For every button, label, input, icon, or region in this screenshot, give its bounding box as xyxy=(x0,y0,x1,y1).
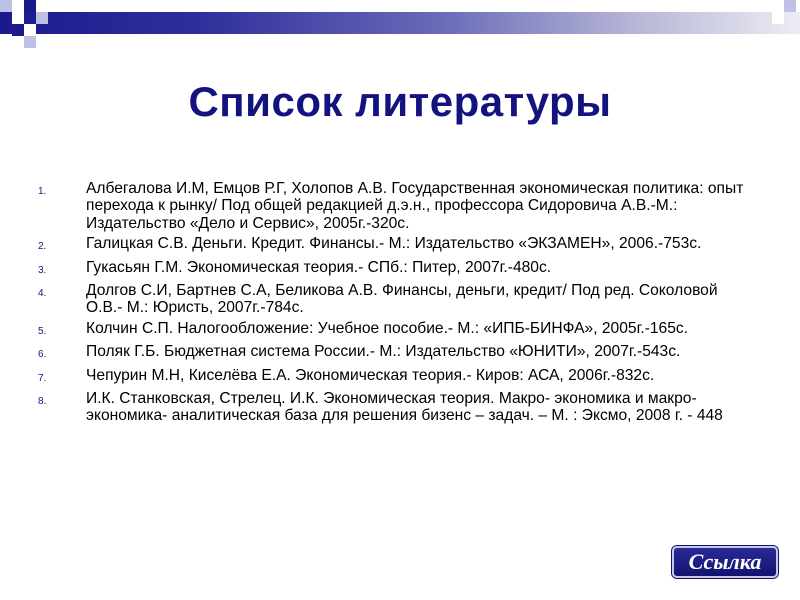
decor-square xyxy=(772,12,784,24)
reference-text: Галицкая С.В. Деньги. Кредит. Финансы.- М.: Издательство «ЭКЗАМЕН», 2006.-753с. xyxy=(86,235,702,253)
decor-square xyxy=(24,24,36,36)
decor-square xyxy=(0,0,12,12)
header-band xyxy=(0,12,800,34)
reference-text: Долгов С.И, Бартнев С.А, Беликова А.В. Финансы, деньги, кредит/ Под ред. Соколовой О.В.- М.: Юристь, 2007г.-784с. xyxy=(86,282,718,317)
item-number: 1. xyxy=(38,186,47,197)
reference-text: Гукасьян Г.М. Экономическая теория.- СПб.: Питер, 2007г.-480с. xyxy=(86,258,552,276)
list-item xyxy=(38,367,748,387)
item-number: 3. xyxy=(38,264,47,276)
item-number: 6. xyxy=(38,349,47,361)
list-item xyxy=(38,390,748,425)
item-number: 8. xyxy=(38,396,47,408)
reference-text: Чепурин М.Н, Киселёва Е.А. Экономическая теория.- Киров: АСА, 2006г.-832с. xyxy=(86,366,655,384)
page-title: Список литературы xyxy=(188,78,612,125)
reference-list xyxy=(38,180,748,428)
decor-square xyxy=(36,0,48,12)
reference-text: Колчин С.П. Налогообложение: Учебное пособие.- М.: «ИПБ-БИНФА», 2005г.-165с. xyxy=(86,319,689,337)
reference-text: И.К. Станковская, Стрелец. И.К. Экономическая теория. Макро- экономика и макро- экономика- аналитическая база для решения бизенс – задач. – М. : Эксмо, 2008 г. - 448 xyxy=(86,390,723,425)
reference-text: Албегалова И.М, Емцов Р.Г, Холопов А.В. Государственная экономическая политика: опыт перехода к рынку/ Под общей редакцией д.э.н., профессора Сидоровича А.В.-М.: Издательство «Дело и Сервис», 2005г.-320с. xyxy=(86,180,744,232)
list-item xyxy=(38,180,748,232)
list-item xyxy=(38,235,748,255)
link-button[interactable]: Ссылка xyxy=(672,546,778,578)
list-item xyxy=(38,259,748,279)
item-number: 5. xyxy=(38,325,47,337)
item-number: 7. xyxy=(38,372,47,384)
list-item xyxy=(38,282,748,317)
item-number: 2. xyxy=(38,241,47,253)
decor-square xyxy=(784,0,796,12)
decor-square xyxy=(36,12,48,24)
decor-square xyxy=(24,0,36,12)
list-item xyxy=(38,320,748,340)
reference-text: Поляк Г.Б. Бюджетная система России.- М.: Издательство «ЮНИТИ», 2007г.-543с. xyxy=(86,343,681,361)
list-item xyxy=(38,343,748,363)
decor-square xyxy=(24,36,36,48)
decor-square xyxy=(12,24,24,36)
decor-square xyxy=(12,12,24,24)
item-number: 4. xyxy=(38,288,47,300)
